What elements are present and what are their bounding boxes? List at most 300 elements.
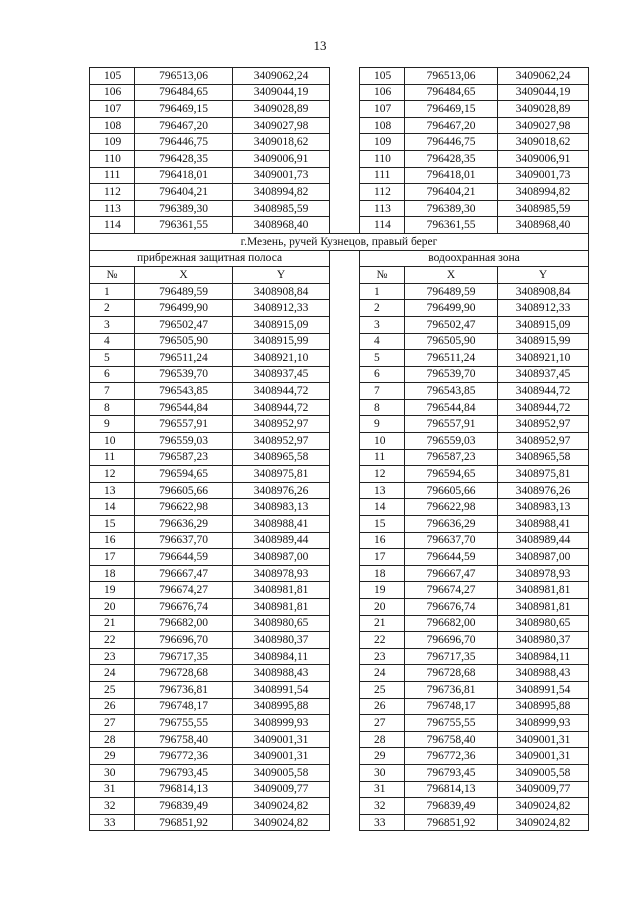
right-coord-x: 796622,98 <box>405 499 498 516</box>
left-point-number: 5 <box>90 350 135 367</box>
right-point-number: 107 <box>360 101 405 118</box>
left-coord-x: 796748,17 <box>135 698 233 715</box>
column-gap <box>330 516 360 533</box>
table-row <box>90 184 589 201</box>
right-coord-x: 796728,68 <box>405 665 498 682</box>
left-coord-y: 3408912,33 <box>233 300 330 317</box>
right-coord-y: 3408915,09 <box>498 316 589 333</box>
column-gap <box>330 167 360 184</box>
right-point-number: 18 <box>360 565 405 582</box>
table-row <box>90 217 589 234</box>
left-coord-x: 796428,35 <box>135 150 233 167</box>
left-point-number: 114 <box>90 217 135 234</box>
right-point-number: 20 <box>360 599 405 616</box>
right-coord-x: 796469,15 <box>405 101 498 118</box>
left-coord-y: 3409001,73 <box>233 167 330 184</box>
header-gap <box>330 267 360 284</box>
column-gap <box>330 134 360 151</box>
right-coord-y: 3408980,37 <box>498 632 589 649</box>
right-coord-y: 3408968,40 <box>498 217 589 234</box>
right-coord-x: 796674,27 <box>405 582 498 599</box>
right-coord-y: 3408965,58 <box>498 449 589 466</box>
right-coord-x: 796361,55 <box>405 217 498 234</box>
column-gap <box>330 599 360 616</box>
column-gap <box>330 84 360 101</box>
right-coord-x: 796446,75 <box>405 134 498 151</box>
right-point-number: 25 <box>360 681 405 698</box>
table-row <box>90 715 589 732</box>
column-gap <box>330 814 360 831</box>
left-col-n: № <box>90 267 135 284</box>
column-gap <box>330 101 360 118</box>
left-coord-x: 796469,15 <box>135 101 233 118</box>
left-point-number: 113 <box>90 200 135 217</box>
left-point-number: 33 <box>90 814 135 831</box>
table-row <box>90 167 589 184</box>
left-coord-y: 3408984,11 <box>233 648 330 665</box>
right-coord-y: 3408980,65 <box>498 615 589 632</box>
left-coord-x: 796736,81 <box>135 681 233 698</box>
left-coord-y: 3408980,65 <box>233 615 330 632</box>
left-coord-y: 3408991,54 <box>233 681 330 698</box>
left-coord-y: 3409028,89 <box>233 101 330 118</box>
left-point-number: 26 <box>90 698 135 715</box>
right-point-number: 26 <box>360 698 405 715</box>
table-row <box>90 84 589 101</box>
left-coord-y: 3409024,82 <box>233 814 330 831</box>
column-gap <box>330 549 360 566</box>
left-point-number: 2 <box>90 300 135 317</box>
left-point-number: 29 <box>90 748 135 765</box>
table-row <box>90 681 589 698</box>
left-coord-x: 796489,59 <box>135 283 233 300</box>
right-point-number: 9 <box>360 416 405 433</box>
column-gap <box>330 316 360 333</box>
left-point-number: 30 <box>90 764 135 781</box>
left-coord-y: 3409027,98 <box>233 117 330 134</box>
right-point-number: 16 <box>360 532 405 549</box>
left-coord-y: 3408937,45 <box>233 366 330 383</box>
right-col-n: № <box>360 267 405 284</box>
left-coord-y: 3408995,88 <box>233 698 330 715</box>
left-coord-x: 796499,90 <box>135 300 233 317</box>
left-coord-x: 796389,30 <box>135 200 233 217</box>
column-gap <box>330 615 360 632</box>
left-coord-y: 3409024,82 <box>233 798 330 815</box>
left-coord-x: 796557,91 <box>135 416 233 433</box>
column-gap <box>330 117 360 134</box>
left-point-number: 109 <box>90 134 135 151</box>
right-point-number: 111 <box>360 167 405 184</box>
left-coord-x: 796544,84 <box>135 399 233 416</box>
right-point-number: 17 <box>360 549 405 566</box>
table-row <box>90 748 589 765</box>
left-coord-x: 796758,40 <box>135 731 233 748</box>
table-row <box>90 416 589 433</box>
column-gap <box>330 798 360 815</box>
left-coord-y: 3409006,91 <box>233 150 330 167</box>
right-coord-x: 796755,55 <box>405 715 498 732</box>
section-title: г.Мезень, ручей Кузнецов, правый берег <box>90 233 589 250</box>
table-row <box>90 366 589 383</box>
right-coord-x: 796839,49 <box>405 798 498 815</box>
right-coord-x: 796793,45 <box>405 764 498 781</box>
column-gap <box>330 665 360 682</box>
left-coord-y: 3408975,81 <box>233 466 330 483</box>
left-coord-y: 3408915,09 <box>233 316 330 333</box>
left-point-number: 21 <box>90 615 135 632</box>
column-gap <box>330 482 360 499</box>
column-gap <box>330 184 360 201</box>
table-row <box>90 516 589 533</box>
left-point-number: 6 <box>90 366 135 383</box>
left-coord-x: 796513,06 <box>135 68 233 85</box>
left-point-number: 1 <box>90 283 135 300</box>
left-coord-y: 3408915,99 <box>233 333 330 350</box>
right-point-number: 1 <box>360 283 405 300</box>
right-point-number: 105 <box>360 68 405 85</box>
column-gap <box>330 416 360 433</box>
coordinates-table <box>89 67 589 831</box>
right-coord-y: 3408989,44 <box>498 532 589 549</box>
column-gap <box>330 449 360 466</box>
left-coord-y: 3409044,19 <box>233 84 330 101</box>
right-coord-x: 796513,06 <box>405 68 498 85</box>
table-row <box>90 117 589 134</box>
left-coord-y: 3408988,43 <box>233 665 330 682</box>
right-point-number: 3 <box>360 316 405 333</box>
left-coord-x: 796404,21 <box>135 184 233 201</box>
left-point-number: 25 <box>90 681 135 698</box>
right-point-number: 109 <box>360 134 405 151</box>
left-coord-y: 3408944,72 <box>233 399 330 416</box>
left-coord-y: 3408981,81 <box>233 582 330 599</box>
right-coord-x: 796489,59 <box>405 283 498 300</box>
right-point-number: 7 <box>360 383 405 400</box>
right-point-number: 5 <box>360 350 405 367</box>
right-coord-x: 796557,91 <box>405 416 498 433</box>
right-coord-y: 3408952,97 <box>498 416 589 433</box>
right-coord-x: 796676,74 <box>405 599 498 616</box>
left-coord-x: 796605,66 <box>135 482 233 499</box>
right-coord-y: 3408983,13 <box>498 499 589 516</box>
right-point-number: 106 <box>360 84 405 101</box>
column-header-row <box>90 267 589 284</box>
table-row <box>90 599 589 616</box>
left-coord-y: 3409009,77 <box>233 781 330 798</box>
right-coord-x: 796543,85 <box>405 383 498 400</box>
left-point-number: 106 <box>90 84 135 101</box>
table-row <box>90 449 589 466</box>
right-coord-y: 3409062,24 <box>498 68 589 85</box>
right-coord-x: 796499,90 <box>405 300 498 317</box>
right-coord-y: 3408981,81 <box>498 582 589 599</box>
left-coord-x: 796418,01 <box>135 167 233 184</box>
table-row <box>90 150 589 167</box>
right-coord-y: 3408912,33 <box>498 300 589 317</box>
top-rows-body <box>90 68 589 234</box>
left-coord-y: 3408985,59 <box>233 200 330 217</box>
right-coord-y: 3409044,19 <box>498 84 589 101</box>
column-gap <box>330 565 360 582</box>
right-point-number: 108 <box>360 117 405 134</box>
right-coord-x: 796404,21 <box>405 184 498 201</box>
left-coord-y: 3408987,00 <box>233 549 330 566</box>
right-point-number: 31 <box>360 781 405 798</box>
column-gap <box>330 681 360 698</box>
left-point-number: 107 <box>90 101 135 118</box>
page-number: 13 <box>313 38 327 53</box>
zone-left-title: прибрежная защитная полоса <box>90 250 330 267</box>
column-gap <box>330 781 360 798</box>
right-coord-x: 796696,70 <box>405 632 498 649</box>
right-coord-y: 3409006,91 <box>498 150 589 167</box>
left-coord-y: 3408999,93 <box>233 715 330 732</box>
left-point-number: 20 <box>90 599 135 616</box>
left-point-number: 108 <box>90 117 135 134</box>
left-coord-y: 3408944,72 <box>233 383 330 400</box>
right-coord-x: 796502,47 <box>405 316 498 333</box>
right-point-number: 8 <box>360 399 405 416</box>
right-coord-x: 796587,23 <box>405 449 498 466</box>
column-gap <box>330 283 360 300</box>
right-point-number: 30 <box>360 764 405 781</box>
table-row <box>90 350 589 367</box>
right-point-number: 12 <box>360 466 405 483</box>
right-coord-x: 796667,47 <box>405 565 498 582</box>
column-gap <box>330 764 360 781</box>
right-coord-y: 3408985,59 <box>498 200 589 217</box>
right-point-number: 33 <box>360 814 405 831</box>
right-point-number: 27 <box>360 715 405 732</box>
right-coord-y: 3408988,41 <box>498 516 589 533</box>
left-point-number: 17 <box>90 549 135 566</box>
right-point-number: 13 <box>360 482 405 499</box>
right-point-number: 15 <box>360 516 405 533</box>
right-coord-x: 796748,17 <box>405 698 498 715</box>
right-coord-x: 796637,70 <box>405 532 498 549</box>
right-coord-x: 796605,66 <box>405 482 498 499</box>
table-row <box>90 499 589 516</box>
right-coord-y: 3408976,26 <box>498 482 589 499</box>
right-coord-y: 3408952,97 <box>498 433 589 450</box>
left-coord-x: 796717,35 <box>135 648 233 665</box>
right-coord-y: 3409001,31 <box>498 748 589 765</box>
section-header <box>90 233 589 283</box>
table-row <box>90 399 589 416</box>
right-point-number: 14 <box>360 499 405 516</box>
left-coord-x: 796682,00 <box>135 615 233 632</box>
column-gap <box>330 433 360 450</box>
right-coord-y: 3408921,10 <box>498 350 589 367</box>
left-point-number: 15 <box>90 516 135 533</box>
right-point-number: 28 <box>360 731 405 748</box>
left-coord-x: 796728,68 <box>135 665 233 682</box>
left-coord-x: 796543,85 <box>135 383 233 400</box>
left-point-number: 24 <box>90 665 135 682</box>
right-coord-y: 3408984,11 <box>498 648 589 665</box>
left-coord-y: 3409018,62 <box>233 134 330 151</box>
right-coord-y: 3408915,99 <box>498 333 589 350</box>
left-coord-y: 3408968,40 <box>233 217 330 234</box>
right-coord-y: 3408944,72 <box>498 383 589 400</box>
right-coord-y: 3408999,93 <box>498 715 589 732</box>
left-point-number: 4 <box>90 333 135 350</box>
right-coord-y: 3408991,54 <box>498 681 589 698</box>
left-point-number: 112 <box>90 184 135 201</box>
right-point-number: 113 <box>360 200 405 217</box>
column-gap <box>330 350 360 367</box>
left-point-number: 7 <box>90 383 135 400</box>
section-title-row <box>90 233 589 250</box>
table-row <box>90 482 589 499</box>
table-row <box>90 283 589 300</box>
left-coord-x: 796539,70 <box>135 366 233 383</box>
left-coord-x: 796814,13 <box>135 781 233 798</box>
right-coord-y: 3408987,00 <box>498 549 589 566</box>
column-gap <box>330 366 360 383</box>
right-coord-x: 796389,30 <box>405 200 498 217</box>
column-gap <box>330 648 360 665</box>
right-point-number: 24 <box>360 665 405 682</box>
left-point-number: 9 <box>90 416 135 433</box>
table-row <box>90 333 589 350</box>
right-coord-y: 3409028,89 <box>498 101 589 118</box>
right-coord-y: 3409018,62 <box>498 134 589 151</box>
right-coord-x: 796467,20 <box>405 117 498 134</box>
right-coord-x: 796758,40 <box>405 731 498 748</box>
right-point-number: 11 <box>360 449 405 466</box>
table-row <box>90 134 589 151</box>
column-gap <box>330 399 360 416</box>
column-gap <box>330 715 360 732</box>
left-point-number: 11 <box>90 449 135 466</box>
right-point-number: 22 <box>360 632 405 649</box>
left-coord-x: 796676,74 <box>135 599 233 616</box>
left-coord-x: 796511,24 <box>135 350 233 367</box>
right-coord-y: 3409001,31 <box>498 731 589 748</box>
right-coord-x: 796814,13 <box>405 781 498 798</box>
left-coord-x: 796361,55 <box>135 217 233 234</box>
right-coord-y: 3408981,81 <box>498 599 589 616</box>
right-coord-y: 3408988,43 <box>498 665 589 682</box>
left-coord-y: 3408978,93 <box>233 565 330 582</box>
left-coord-x: 796502,47 <box>135 316 233 333</box>
left-coord-y: 3408952,97 <box>233 433 330 450</box>
right-point-number: 10 <box>360 433 405 450</box>
right-coord-y: 3409024,82 <box>498 814 589 831</box>
table-row <box>90 466 589 483</box>
left-coord-y: 3408988,41 <box>233 516 330 533</box>
left-coord-x: 796755,55 <box>135 715 233 732</box>
left-coord-x: 796851,92 <box>135 814 233 831</box>
right-coord-y: 3409024,82 <box>498 798 589 815</box>
left-point-number: 3 <box>90 316 135 333</box>
right-coord-x: 796717,35 <box>405 648 498 665</box>
column-gap <box>330 731 360 748</box>
left-coord-y: 3409062,24 <box>233 68 330 85</box>
table-row <box>90 565 589 582</box>
left-coord-x: 796505,90 <box>135 333 233 350</box>
left-coord-y: 3408908,84 <box>233 283 330 300</box>
right-point-number: 110 <box>360 150 405 167</box>
left-coord-y: 3409005,58 <box>233 764 330 781</box>
left-coord-y: 3408921,10 <box>233 350 330 367</box>
left-point-number: 110 <box>90 150 135 167</box>
right-point-number: 4 <box>360 333 405 350</box>
right-coord-y: 3409009,77 <box>498 781 589 798</box>
left-point-number: 27 <box>90 715 135 732</box>
table-row <box>90 698 589 715</box>
right-coord-x: 796851,92 <box>405 814 498 831</box>
column-gap <box>330 68 360 85</box>
right-coord-y: 3409027,98 <box>498 117 589 134</box>
right-coord-x: 796544,84 <box>405 399 498 416</box>
left-coord-x: 796696,70 <box>135 632 233 649</box>
table-row <box>90 101 589 118</box>
left-coord-x: 796839,49 <box>135 798 233 815</box>
column-gap <box>330 582 360 599</box>
left-point-number: 23 <box>90 648 135 665</box>
table-row <box>90 549 589 566</box>
left-coord-y: 3408952,97 <box>233 416 330 433</box>
table-row <box>90 532 589 549</box>
right-col-x: X <box>405 267 498 284</box>
table-row <box>90 781 589 798</box>
right-point-number: 6 <box>360 366 405 383</box>
right-coord-x: 796682,00 <box>405 615 498 632</box>
left-coord-y: 3408989,44 <box>233 532 330 549</box>
column-gap <box>330 217 360 234</box>
table-row <box>90 316 589 333</box>
right-coord-y: 3408937,45 <box>498 366 589 383</box>
right-coord-y: 3408908,84 <box>498 283 589 300</box>
table-row <box>90 814 589 831</box>
table-row <box>90 300 589 317</box>
left-point-number: 28 <box>90 731 135 748</box>
column-gap <box>330 748 360 765</box>
right-coord-x: 796511,24 <box>405 350 498 367</box>
right-point-number: 32 <box>360 798 405 815</box>
right-coord-x: 796428,35 <box>405 150 498 167</box>
zone-gap <box>330 250 360 267</box>
left-coord-x: 796674,27 <box>135 582 233 599</box>
right-coord-y: 3408978,93 <box>498 565 589 582</box>
left-point-number: 10 <box>90 433 135 450</box>
left-coord-x: 796467,20 <box>135 117 233 134</box>
left-point-number: 22 <box>90 632 135 649</box>
right-col-y: Y <box>498 267 589 284</box>
table-row <box>90 200 589 217</box>
right-coord-x: 796594,65 <box>405 466 498 483</box>
right-coord-x: 796539,70 <box>405 366 498 383</box>
right-coord-y: 3408944,72 <box>498 399 589 416</box>
right-coord-x: 796736,81 <box>405 681 498 698</box>
left-coord-x: 796637,70 <box>135 532 233 549</box>
right-point-number: 112 <box>360 184 405 201</box>
left-col-y: Y <box>233 267 330 284</box>
right-coord-x: 796636,29 <box>405 516 498 533</box>
right-coord-x: 796559,03 <box>405 433 498 450</box>
left-coord-y: 3409001,31 <box>233 748 330 765</box>
left-point-number: 111 <box>90 167 135 184</box>
left-coord-x: 796636,29 <box>135 516 233 533</box>
left-coord-x: 796559,03 <box>135 433 233 450</box>
left-coord-x: 796446,75 <box>135 134 233 151</box>
column-gap <box>330 632 360 649</box>
left-coord-y: 3409001,31 <box>233 731 330 748</box>
left-coord-x: 796644,59 <box>135 549 233 566</box>
